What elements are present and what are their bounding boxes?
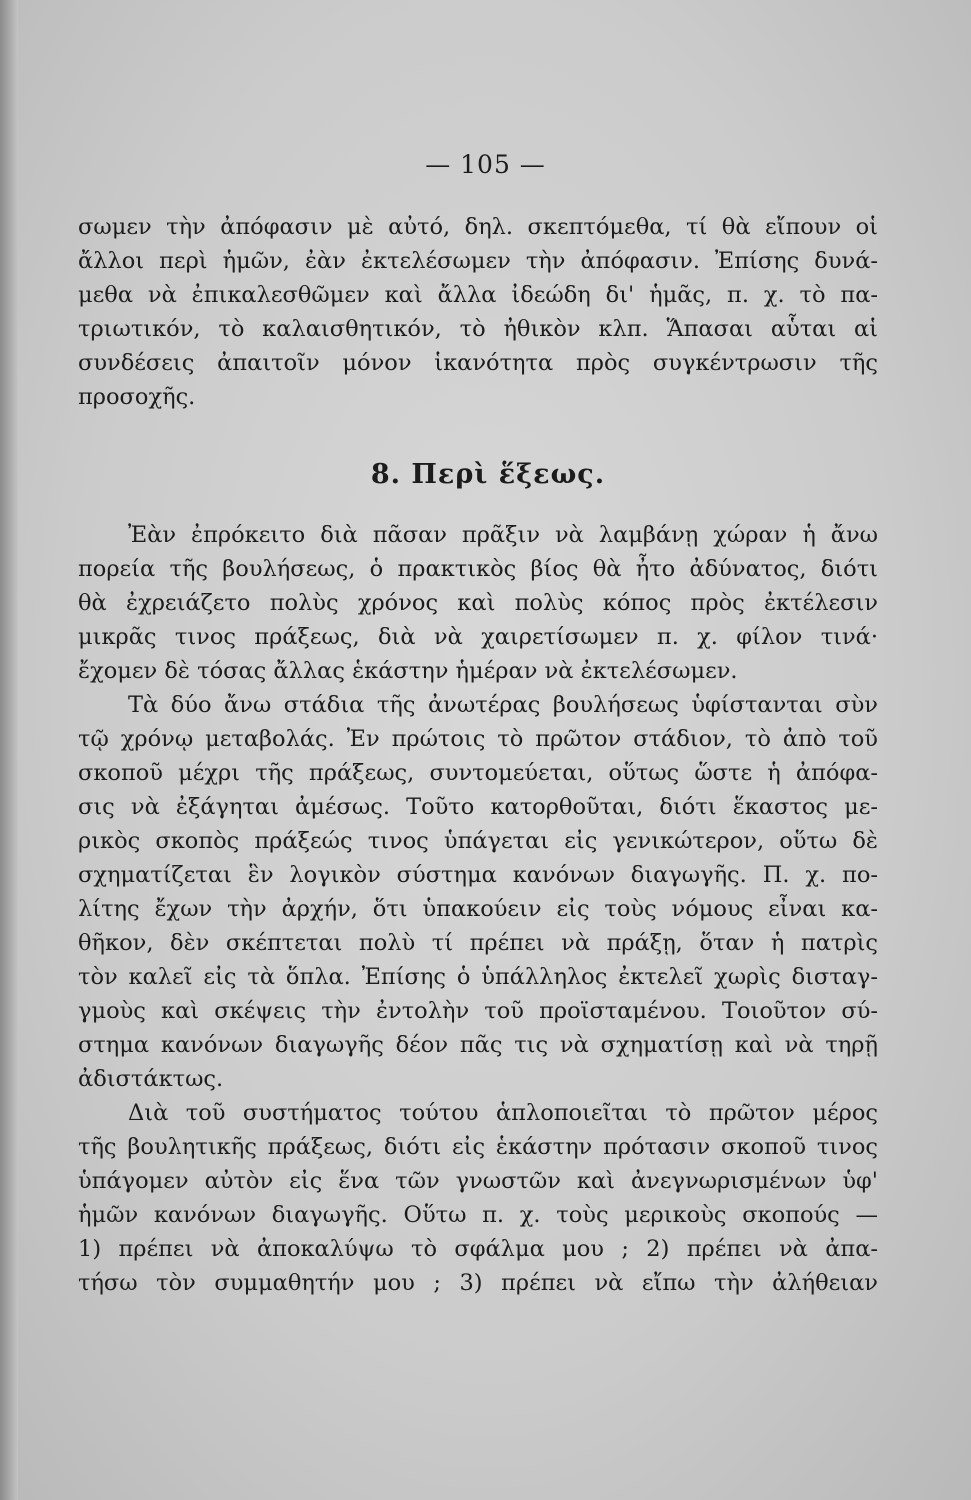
text-line: γμοὺς καὶ σκέψεις τὴν ἐντολὴν τοῦ προϊσταμένου. Τοιοῦτον σύ- <box>78 998 878 1024</box>
text-line: πορεία τῆς βουλήσεως, ὁ πρακτικὸς βίος θὰ ἦτο ἀδύνατος, διότι <box>78 556 878 582</box>
text-line: ἀδιστάκτως. <box>78 1066 224 1092</box>
text-line: τῷ χρόνῳ μεταβολάς. Ἐν πρώτοις τὸ πρῶτον στάδιον, τὸ ἀπὸ τοῦ <box>78 726 878 752</box>
page-text <box>78 210 878 1300</box>
text-line: θῆκον, δὲν σκέπτεται πολὺ τί πρέπει νὰ πράξῃ, ὅταν ἡ πατρὶς <box>78 930 878 956</box>
section-heading: 8. Περὶ ἕξεως. <box>370 459 606 490</box>
text-line: τὸν καλεῖ εἰς τὰ ὅπλα. Ἐπίσης ὁ ὑπάλληλος ἐκτελεῖ χωρὶς δισταγ- <box>78 964 878 990</box>
page-number: — 105 — <box>425 150 546 179</box>
text-line: ρικὸς σκοπὸς πράξεώς τινος ὑπάγεται εἰς γενικώτερον, οὕτω δὲ <box>78 828 878 854</box>
text-line: Ἐὰν ἐπρόκειτο διὰ πᾶσαν πρᾶξιν νὰ λαμβάνῃ χώραν ἡ ἄνω <box>128 522 878 548</box>
text-line: μικρᾶς τινος πράξεως, διὰ νὰ χαιρετίσωμεν π. χ. φίλον τινά· <box>78 624 878 650</box>
paragraph-1 <box>78 518 878 688</box>
text-line: Τὰ δύο ἄνω στάδια τῆς ἀνωτέρας βουλήσεως ὑφίστανται σὺν <box>128 692 878 718</box>
text-line: σωμεν τὴν ἀπόφασιν μὲ αὐτό, δηλ. σκεπτόμεθα, τί θὰ εἴπουν οἱ <box>78 214 878 240</box>
text-line: σις νὰ ἐξάγηται ἀμέσως. Τοῦτο κατορθοῦται, διότι ἕκαστος με- <box>78 794 878 820</box>
text-line: συνδέσεις ἀπαιτοῖν μόνον ἱκανότητα πρὸς συγκέντρωσιν τῆς <box>78 350 878 376</box>
text-line: τήσω τὸν συμμαθητήν μου ; 3) πρέπει νὰ εἴπω τὴν ἀλήθειαν <box>78 1270 878 1296</box>
text-line: ὑπάγομεν αὐτὸν εἰς ἕνα τῶν γνωστῶν καὶ ἀνεγνωρισμένων ὑφ' <box>78 1168 878 1194</box>
text-line: τριωτικόν, τὸ καλαισθητικόν, τὸ ἠθικὸν κλπ. Ἅπασαι αὗται αἱ <box>78 316 878 342</box>
paragraph-3 <box>78 1096 878 1300</box>
text-line: Διὰ τοῦ συστήματος τούτου ἁπλοποιεῖται τὸ πρῶτον μέρος <box>128 1100 878 1126</box>
text-line: μεθα νὰ ἐπικαλεσθῶμεν καὶ ἄλλα ἰδεώδη δι' ἡμᾶς, π. χ. τὸ πα- <box>78 282 878 308</box>
text-line: 1) πρέπει νὰ ἀποκαλύψω τὸ σφάλμα μου ; 2) πρέπει νὰ ἀπα- <box>78 1236 878 1262</box>
page-spine-shadow <box>0 0 18 1500</box>
text-line: στημα κανόνων διαγωγῆς δέον πᾶς τις νὰ σχηματίσῃ καὶ νὰ τηρῇ <box>78 1032 878 1058</box>
text-line: ἄλλοι περὶ ἡμῶν, ἐὰν ἐκτελέσωμεν τὴν ἀπόφασιν. Ἐπίσης δυνά- <box>78 248 878 274</box>
text-line: προσοχῆς. <box>78 384 196 410</box>
text-line: ἡμῶν κανόνων διαγωγῆς. Οὕτω π. χ. τοὺς μερικοὺς σκοπούς — <box>78 1202 878 1228</box>
text-line: θὰ ἐχρειάζετο πολὺς χρόνος καὶ πολὺς κόπος πρὸς ἐκτέλεσιν <box>78 590 878 616</box>
text-line: λίτης ἔχων τὴν ἀρχήν, ὅτι ὑπακούειν εἰς τοὺς νόμους εἶναι κα- <box>78 896 878 922</box>
text-line: σκοποῦ μέχρι τῆς πράξεως, συντομεύεται, οὕτως ὥστε ἡ ἀπόφα- <box>78 760 878 786</box>
text-line: ἔχομεν δὲ τόσας ἄλλας ἑκάστην ἡμέραν νὰ ἐκτελέσωμεν. <box>78 658 738 684</box>
text-line: τῆς βουλητικῆς πράξεως, διότι εἰς ἑκάστην πρότασιν σκοποῦ τινος <box>78 1134 878 1160</box>
intro-paragraph <box>78 210 878 414</box>
paragraph-2 <box>78 688 878 1096</box>
text-line: σχηματίζεται ἓν λογικὸν σύστημα κανόνων διαγωγῆς. Π. χ. πο- <box>78 862 878 888</box>
